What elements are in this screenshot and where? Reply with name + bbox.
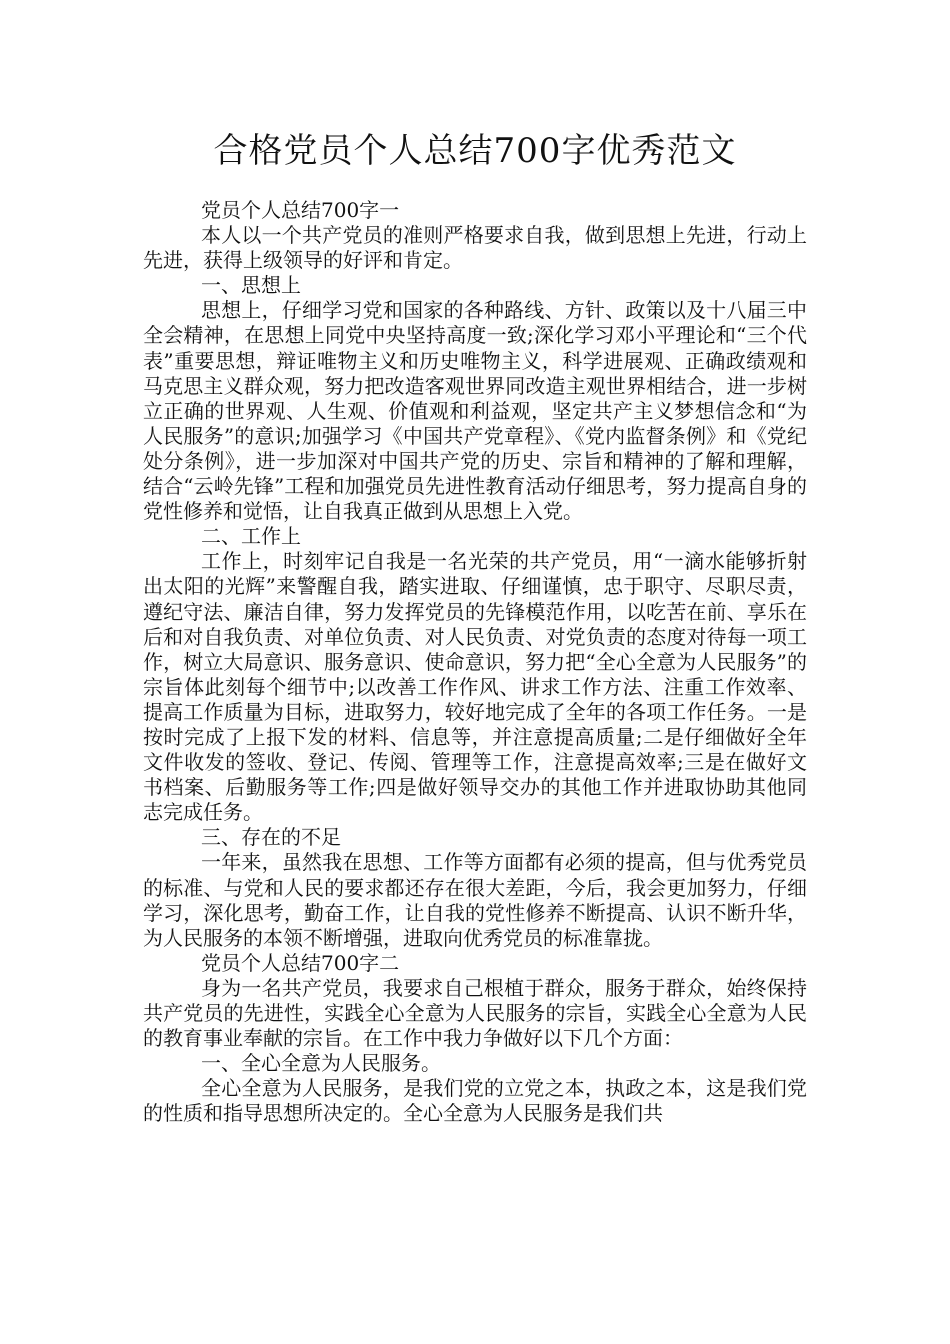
subheading-shortcomings: 三、存在的不足 [201, 825, 341, 850]
subheading-thought: 一、思想上 [201, 273, 301, 298]
subheading-work: 二、工作上 [201, 524, 301, 549]
section-heading-1: 党员个人总结700字一 [201, 198, 400, 222]
paragraph: 一年来，虽然我在思想、工作等方面都有必须的提高，但与优秀党员的标准、与党和人民的要求都还存在很大差距，今后，我会更加努力，仔细学习，深化思考，勤奋工作，让自我的党性修养不断提高、认识不断升华，为人民服务的本领不断增强，进取向优秀党员的标准靠拢。 [143, 850, 807, 950]
paragraph: 本人以一个共产党员的准则严格要求自我，做到思想上先进，行动上先进，获得上级领导的好评和肯定。 [143, 223, 807, 273]
section-heading-2: 党员个人总结700字二 [201, 950, 400, 975]
subheading-serve-people: 一、全心全意为人民服务。 [201, 1051, 441, 1076]
document-body [143, 198, 807, 1126]
paragraph: 工作上，时刻牢记自我是一名光荣的共产党员，用“一滴水能够折射出太阳的光辉”来警醒自我，踏实进取、仔细谨慎，忠于职守、尽职尽责，遵纪守法、廉洁自律，努力发挥党员的先锋模范作用，以吃苦在前、享乐在后和对自我负责、对单位负责、对人民负责、对党负责的态度对待每一项工作，树立大局意识、服务意识、使命意识，努力把“全心全意为人民服务”的宗旨体此刻每个细节中;以改善工作作风、讲求工作方法、注重工作效率、提高工作质量为目标，进取努力，较好地完成了全年的各项工作任务。一是按时完成了上报下发的材料、信息等，并注意提高质量;二是仔细做好全年文件收发的签收、登记、传阅、管理等工作，注意提高效率;三是在做好文书档案、后勤服务等工作;四是做好领导交办的其他工作并进取协助其他同志完成任务。 [143, 549, 807, 825]
document-title: 合格党员个人总结700字优秀范文 [213, 131, 737, 171]
paragraph: 全心全意为人民服务，是我们党的立党之本，执政之本，这是我们党的性质和指导思想所决定的。全心全意为人民服务是我们共 [143, 1076, 807, 1126]
paragraph: 身为一名共产党员，我要求自己根植于群众，服务于群众，始终保持共产党员的先进性，实践全心全意为人民服务的宗旨，实践全心全意为人民的教育事业奉献的宗旨。在工作中我力争做好以下几个方面： [143, 975, 807, 1051]
paragraph: 思想上，仔细学习党和国家的各种路线、方针、政策以及十八届三中全会精神，在思想上同党中央坚持高度一致;深化学习邓小平理论和“三个代表”重要思想，辩证唯物主义和历史唯物主义，科学进展观、正确政绩观和马克思主义群众观，努力把改造客观世界同改造主观世界相结合，进一步树立正确的世界观、人生观、价值观和利益观，坚定共产主义梦想信念和“为人民服务”的意识;加强学习《中国共产党章程》、《党内监督条例》和《党纪处分条例》，进一步加深对中国共产党的历史、宗旨和精神的了解和理解，结合“云岭先锋”工程和加强党员先进性教育活动仔细思考，努力提高自身的党性修养和觉悟，让自我真正做到从思想上入党。 [143, 298, 807, 524]
